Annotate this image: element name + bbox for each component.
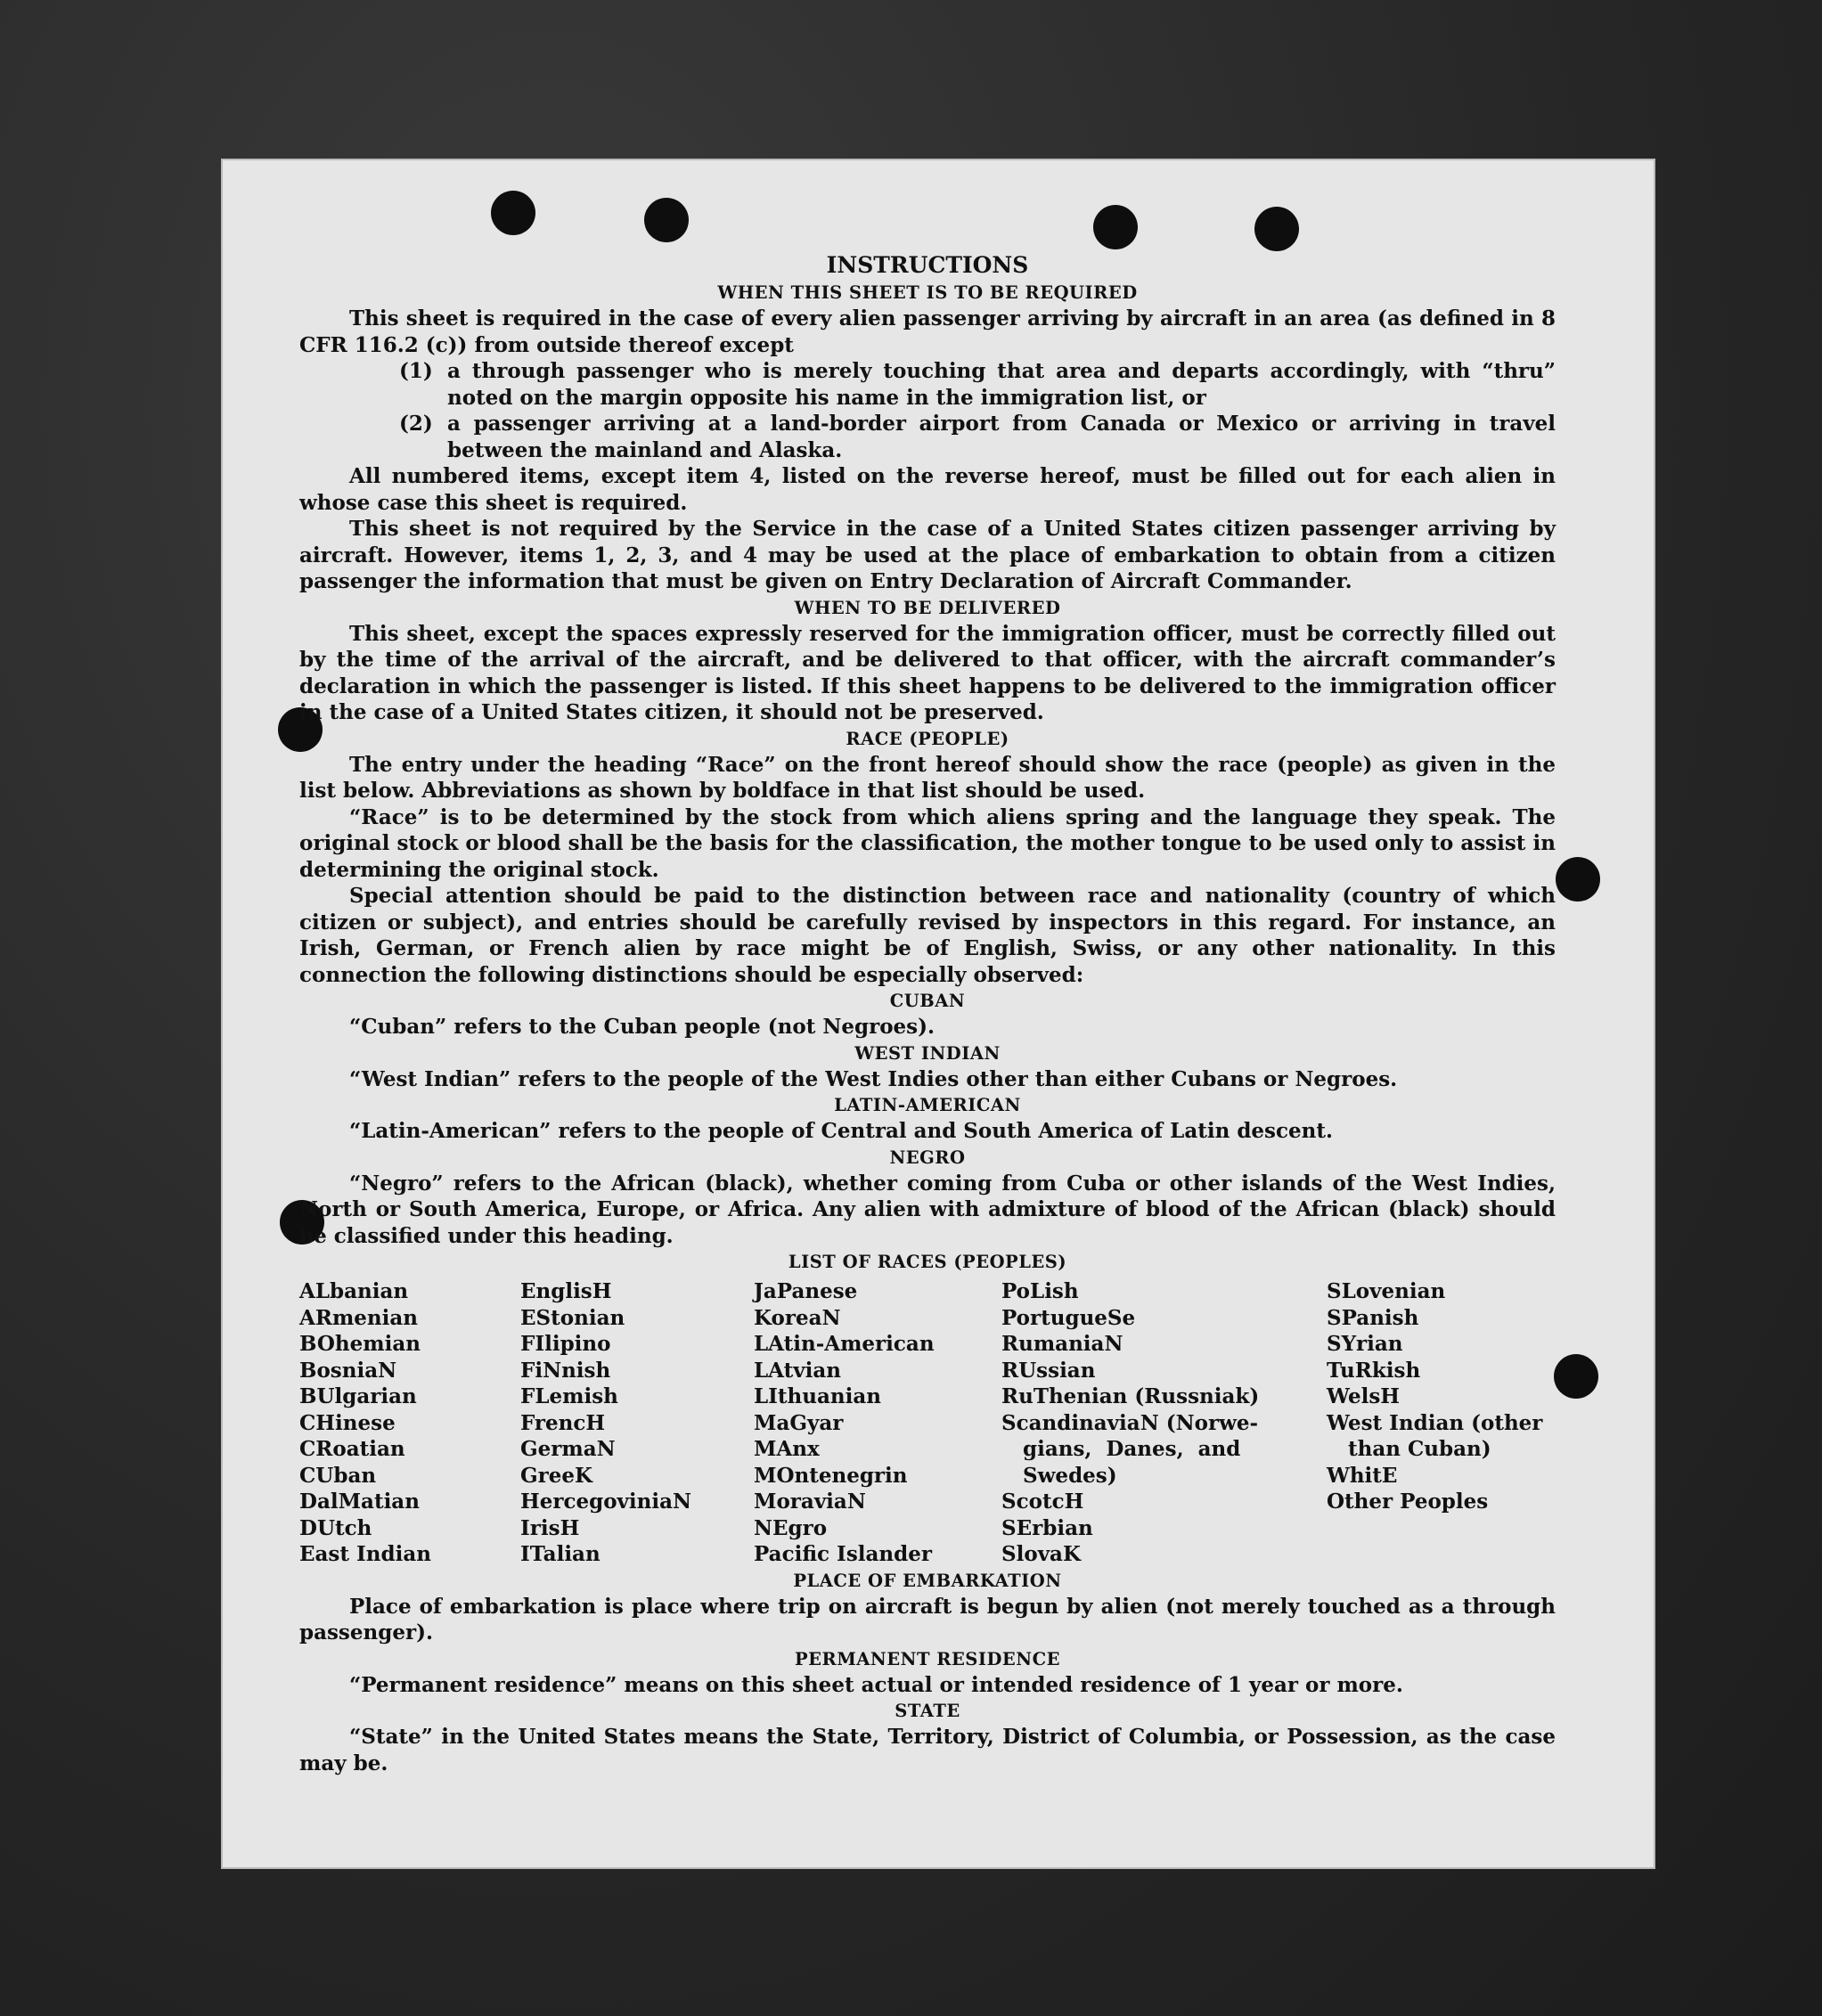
race-entry: KoreaN (754, 1305, 841, 1330)
race-entry: EStonian (520, 1305, 625, 1330)
races-column-4 (1001, 1278, 1327, 1568)
race-entry: ARmenian (299, 1305, 419, 1330)
race-entry: JaPanese (754, 1279, 858, 1303)
punch-hole (491, 191, 535, 235)
paragraph: “Permanent residence” means on this sheet actual or intended residence of 1 year or more. (349, 1672, 1403, 1697)
race-entry: WhitE (1327, 1463, 1398, 1488)
paragraph: The entry under the heading “Race” on the front hereof should show the race (people) as given in the list below. Abbreviations as shown by boldface in that list should be used. (299, 752, 1556, 803)
races-column-2 (520, 1278, 754, 1568)
race-entry: gians, Danes, and (1001, 1437, 1241, 1461)
paragraph: “West Indian” refers to the people of the West Indies other than either Cubans or Negroes. (349, 1066, 1398, 1091)
race-entry: WelsH (1327, 1384, 1401, 1408)
races-column-5 (1327, 1278, 1556, 1568)
race-entry: than Cuban) (1327, 1437, 1491, 1461)
race-entry: MAnx (754, 1437, 820, 1461)
race-entry: SErbian (1001, 1515, 1093, 1540)
exception-item-2 (299, 411, 1556, 463)
paragraph: “Cuban” refers to the Cuban people (not Negroes). (349, 1015, 936, 1039)
item-number: (1) (399, 359, 433, 383)
paragraph: Place of embarkation is place where trip on aircraft is begun by alien (not merely touched as a through passenger). (299, 1594, 1556, 1645)
race-entry: SLovenian (1327, 1279, 1446, 1303)
paragraph: Special attention should be paid to the distinction between race and nationality (country of which citizen or subject), and entries should be carefully revised by inspectors in this regard. For instance, an Irish, German, or French alien by race might be of English, Swiss, or any other nationality. In this connection the following distinctions should be especially observed: (299, 884, 1556, 987)
document-title: INSTRUCTIONS (826, 252, 1029, 278)
instructions-content (299, 251, 1556, 1776)
paragraph: This sheet is required in the case of every alien passenger arriving by aircraft in an area (as defined in 8 CFR 116.2 (c)) from outside thereof except (299, 306, 1556, 357)
race-entry: FLemish (520, 1384, 618, 1408)
races-list (299, 1278, 1556, 1568)
race-entry: LAtvian (754, 1358, 841, 1383)
race-entry: MaGyar (754, 1410, 844, 1435)
paragraph: All numbered items, except item 4, listed on the reverse hereof, must be filled out for each alien in whose case this sheet is required. (299, 464, 1556, 515)
race-entry: CHinese (299, 1410, 396, 1435)
race-entry: PoLish (1001, 1279, 1079, 1303)
instruction-sheet (221, 159, 1655, 1869)
race-entry: TuRkish (1327, 1358, 1421, 1383)
paragraph: This sheet, except the spaces expressly reserved for the immigration officer, must be correctly filled out by the time of the arrival of the aircraft, and be delivered to that officer, with the aircraft commander’s declaration in which the passenger is listed. If this sheet happens to be delivered to the immigration officer in the case of a United States citizen, it should not be preserved. (299, 621, 1556, 724)
race-entry: PortugueSe (1001, 1305, 1136, 1330)
heading-race: RACE (PEOPLE) (846, 728, 1009, 749)
race-entry: FrencH (520, 1410, 606, 1435)
race-entry: SPanish (1327, 1305, 1419, 1330)
race-entry: East Indian (299, 1542, 431, 1566)
race-entry: ALbanian (299, 1279, 409, 1303)
race-entry: MoraviaN (754, 1490, 866, 1514)
race-entry: MOntenegrin (754, 1463, 908, 1488)
race-entry: RUssian (1001, 1358, 1096, 1383)
race-entry: EnglisH (520, 1279, 612, 1303)
race-entry: West Indian (other (1327, 1410, 1543, 1435)
race-entry: LIthuanian (754, 1384, 881, 1408)
heading-negro: NEGRO (889, 1147, 966, 1168)
race-entry: LAtin-American (754, 1332, 935, 1356)
races-column-3 (754, 1278, 1001, 1568)
race-entry: SYrian (1327, 1332, 1403, 1356)
race-entry: Other Peoples (1327, 1490, 1489, 1514)
punch-hole (1554, 1354, 1598, 1399)
race-entry: ScotcH (1001, 1490, 1084, 1514)
race-entry: ScandinaviaN (Norwe- (1001, 1410, 1259, 1435)
race-entry: BosniaN (299, 1358, 397, 1383)
race-entry: GermaN (520, 1437, 616, 1461)
heading-latin-american: LATIN-AMERICAN (834, 1095, 1021, 1115)
item-number: (2) (399, 412, 433, 436)
race-entry: DalMatian (299, 1490, 420, 1514)
race-entry: FiNnish (520, 1358, 611, 1383)
heading-permanent-residence: PERMANENT RESIDENCE (794, 1648, 1060, 1669)
race-entry: RumaniaN (1001, 1332, 1123, 1356)
paragraph: “Race” is to be determined by the stock from which aliens spring and the language they speak. The original stock or blood shall be the basis for the classification, the mother tongue to be used only to assist in determining the original stock. (299, 804, 1556, 882)
race-entry: HercegoviniaN (520, 1490, 692, 1514)
race-entry: BUlgarian (299, 1384, 417, 1408)
race-entry: FIlipino (520, 1332, 611, 1356)
punch-hole (1093, 205, 1138, 249)
race-entry: NEgro (754, 1515, 828, 1540)
race-entry: BOhemian (299, 1332, 421, 1356)
paragraph: This sheet is not required by the Service in the case of a United States citizen passenger arriving by aircraft. However, items 1, 2, 3, and 4 may be used at the place of embarkation to obtain from a citizen passenger the information that must be given on Entry Declaration of Aircraft Commander. (299, 517, 1556, 593)
heading-cuban: CUBAN (889, 991, 966, 1011)
item-text: a through passenger who is merely touching that area and departs accordingly, with “thru” noted on the margin opposite his name in the immigration list, or (447, 359, 1556, 410)
punch-hole (1556, 857, 1600, 902)
race-entry: Swedes) (1001, 1463, 1117, 1488)
exception-item-1 (299, 358, 1556, 411)
races-column-1 (299, 1278, 520, 1568)
race-entry: CUban (299, 1463, 377, 1488)
heading-west-indian: WEST INDIAN (854, 1042, 1001, 1064)
heading-when-delivered: WHEN TO BE DELIVERED (794, 597, 1061, 618)
heading-place-of-embarkation: PLACE OF EMBARKATION (793, 1570, 1062, 1591)
punch-hole (1254, 207, 1299, 251)
race-entry: CRoatian (299, 1437, 405, 1461)
race-entry: GreeK (520, 1463, 593, 1488)
heading-when-required: WHEN THIS SHEET IS TO BE REQUIRED (717, 282, 1138, 303)
race-entry: IrisH (520, 1515, 580, 1540)
punch-hole (644, 198, 689, 242)
item-text: a passenger arriving at a land-border airport from Canada or Mexico or arriving in travel between the mainland and Alaska. (447, 412, 1556, 462)
paragraph: “State” in the United States means the State, Territory, District of Columbia, or Possession, as the case may be. (299, 1725, 1556, 1775)
race-entry: DUtch (299, 1515, 372, 1540)
race-entry: ITalian (520, 1542, 601, 1566)
paragraph: “Latin-American” refers to the people of Central and South America of Latin descent. (349, 1119, 1333, 1143)
heading-state: STATE (895, 1701, 960, 1721)
heading-list-of-races: LIST OF RACES (PEOPLES) (788, 1252, 1067, 1272)
race-entry: SlovaK (1001, 1542, 1081, 1566)
race-entry: RuThenian (Russniak) (1001, 1384, 1260, 1408)
paragraph: “Negro” refers to the African (black), whether coming from Cuba or other islands of the West Indies, North or South America, Europe, or Africa. Any alien with admixture of blood of the African (black) should be classified under this heading. (299, 1171, 1556, 1248)
race-entry: Pacific Islander (754, 1542, 932, 1566)
